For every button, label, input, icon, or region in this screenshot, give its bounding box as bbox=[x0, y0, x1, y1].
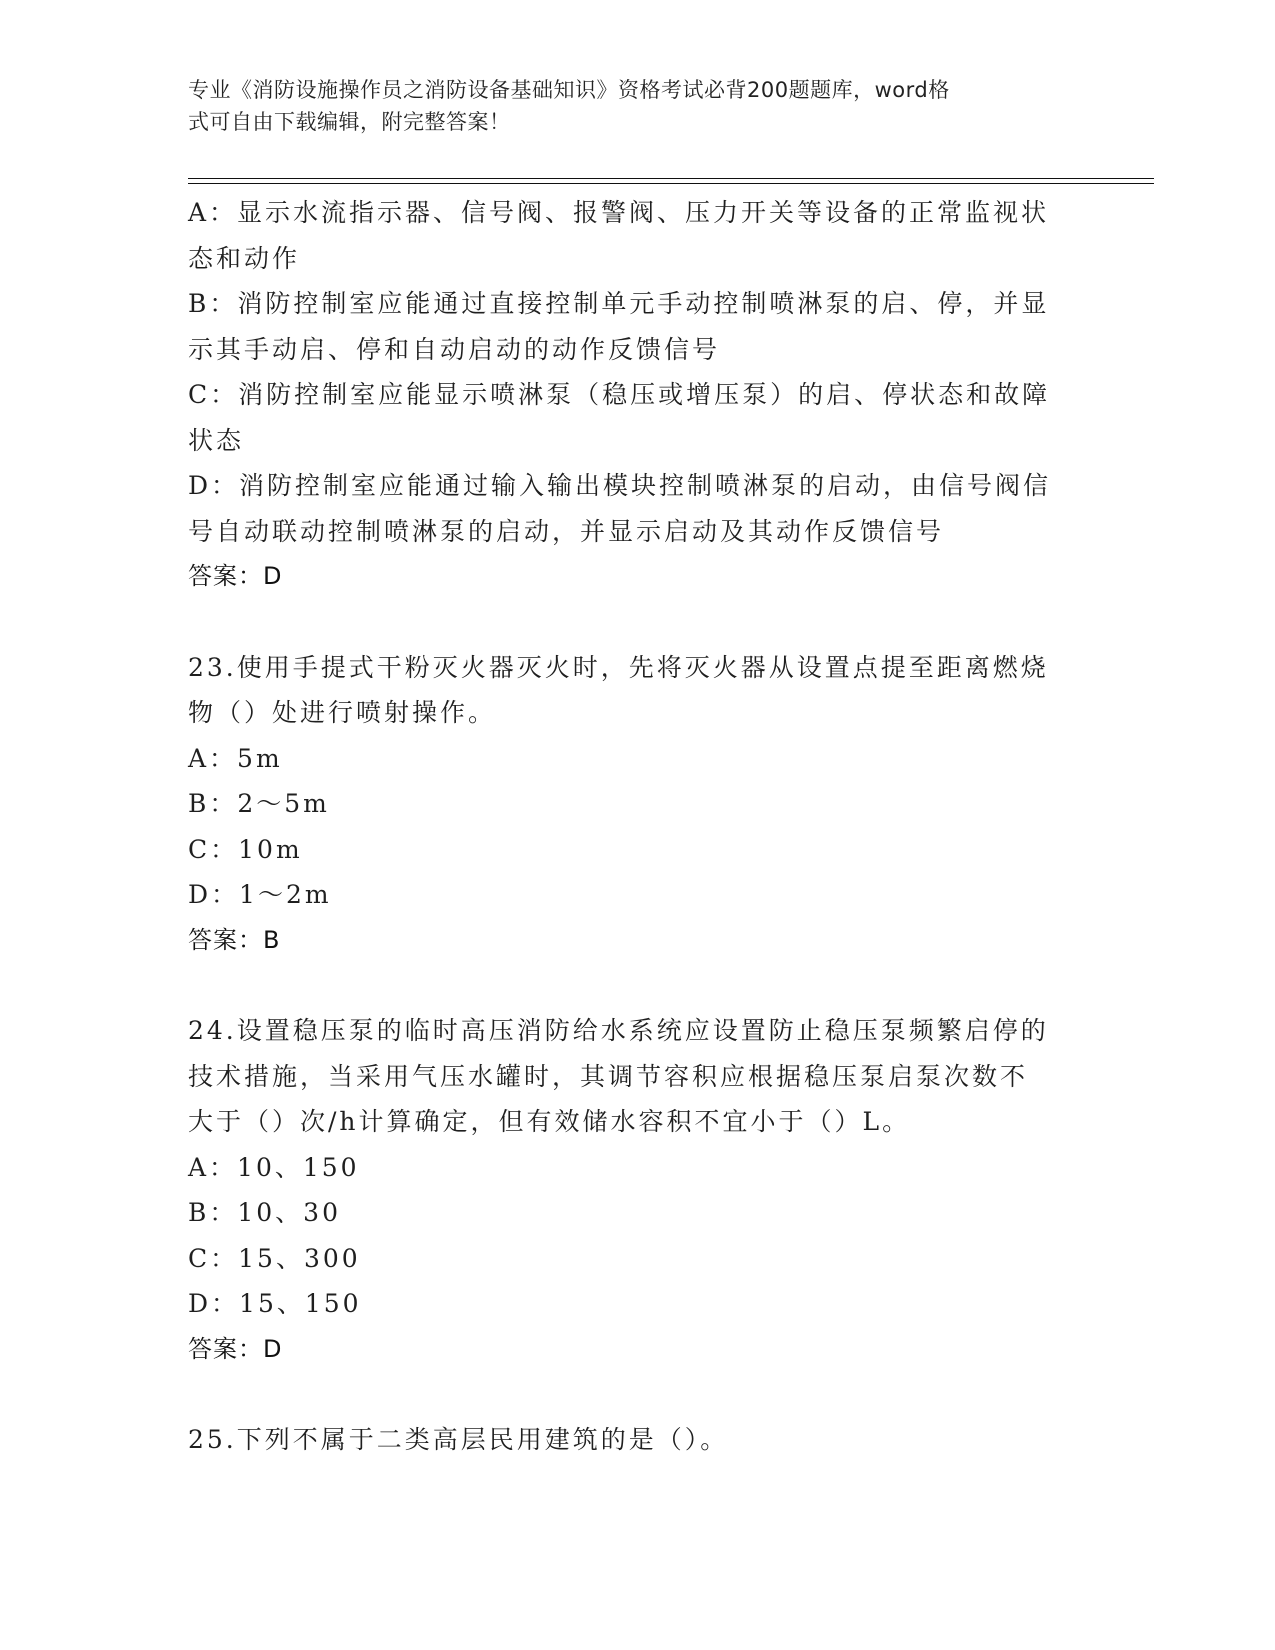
option-a-line-1: A：显示水流指示器、信号阀、报警阀、压力开关等设备的正常监视状 bbox=[188, 198, 1050, 227]
question-23-line-2: 物（）处进行喷射操作。 bbox=[188, 698, 497, 727]
document-header bbox=[188, 74, 1068, 138]
spacer bbox=[188, 963, 1088, 1008]
question-24 bbox=[188, 1008, 1088, 1372]
option-d-line-2: 号自动联动控制喷淋泵的启动，并显示启动及其动作反馈信号 bbox=[188, 516, 945, 546]
header-divider-bottom bbox=[188, 183, 1154, 184]
header-line-1: 专业《消防设施操作员之消防设备基础知识》资格考试必背200题题库，word格 bbox=[188, 78, 950, 102]
answer-23: 答案：B bbox=[188, 925, 281, 954]
question-22 bbox=[188, 190, 1088, 600]
question-list bbox=[188, 190, 1088, 1463]
question-24-line-1: 24.设置稳压泵的临时高压消防给水系统应设置防止稳压泵频繁启停的 bbox=[188, 1016, 1049, 1045]
option-d: D：1～2m bbox=[188, 880, 332, 909]
spacer bbox=[188, 1372, 1088, 1417]
option-b-line-1: B：消防控制室应能通过直接控制单元手动控制喷淋泵的启、停，并显 bbox=[188, 289, 1050, 318]
question-24-line-3: 大于（）次/h计算确定，但有效储水容积不宜小于（）L。 bbox=[188, 1107, 911, 1136]
option-a-line-2: 态和动作 bbox=[188, 243, 301, 273]
answer-24: 答案：D bbox=[188, 1334, 283, 1363]
option-c: C：10m bbox=[188, 834, 303, 864]
option-d: D：15、150 bbox=[188, 1289, 362, 1318]
question-25-line-1: 25.下列不属于二类高层民用建筑的是（）。 bbox=[188, 1425, 729, 1454]
option-b: B：10、30 bbox=[188, 1198, 341, 1227]
question-23 bbox=[188, 645, 1088, 964]
question-23-line-1: 23.使用手提式干粉灭火器灭火时，先将灭火器从设置点提至距离燃烧 bbox=[188, 652, 1049, 682]
option-d-line-1: D：消防控制室应能通过输入输出模块控制喷淋泵的启动，由信号阀信 bbox=[188, 471, 1052, 500]
option-c-line-1: C：消防控制室应能显示喷淋泵（稳压或增压泵）的启、停状态和故障 bbox=[188, 380, 1051, 409]
option-b-line-2: 示其手动启、停和自动启动的动作反馈信号 bbox=[188, 334, 721, 364]
option-c: C：15、300 bbox=[188, 1243, 361, 1273]
answer-22: 答案：D bbox=[188, 562, 283, 590]
header-line-2: 式可自由下载编辑，附完整答案！ bbox=[188, 110, 511, 134]
option-a: A：10、150 bbox=[188, 1152, 360, 1182]
question-25 bbox=[188, 1417, 1088, 1463]
question-24-line-2: 技术措施，当采用气压水罐时，其调节容积应根据稳压泵启泵次数不 bbox=[188, 1061, 1029, 1091]
spacer bbox=[188, 600, 1088, 645]
option-c-line-2: 状态 bbox=[188, 425, 245, 455]
option-a: A：5m bbox=[188, 743, 283, 773]
header-divider-top bbox=[188, 178, 1154, 179]
option-b: B：2～5m bbox=[188, 789, 330, 818]
